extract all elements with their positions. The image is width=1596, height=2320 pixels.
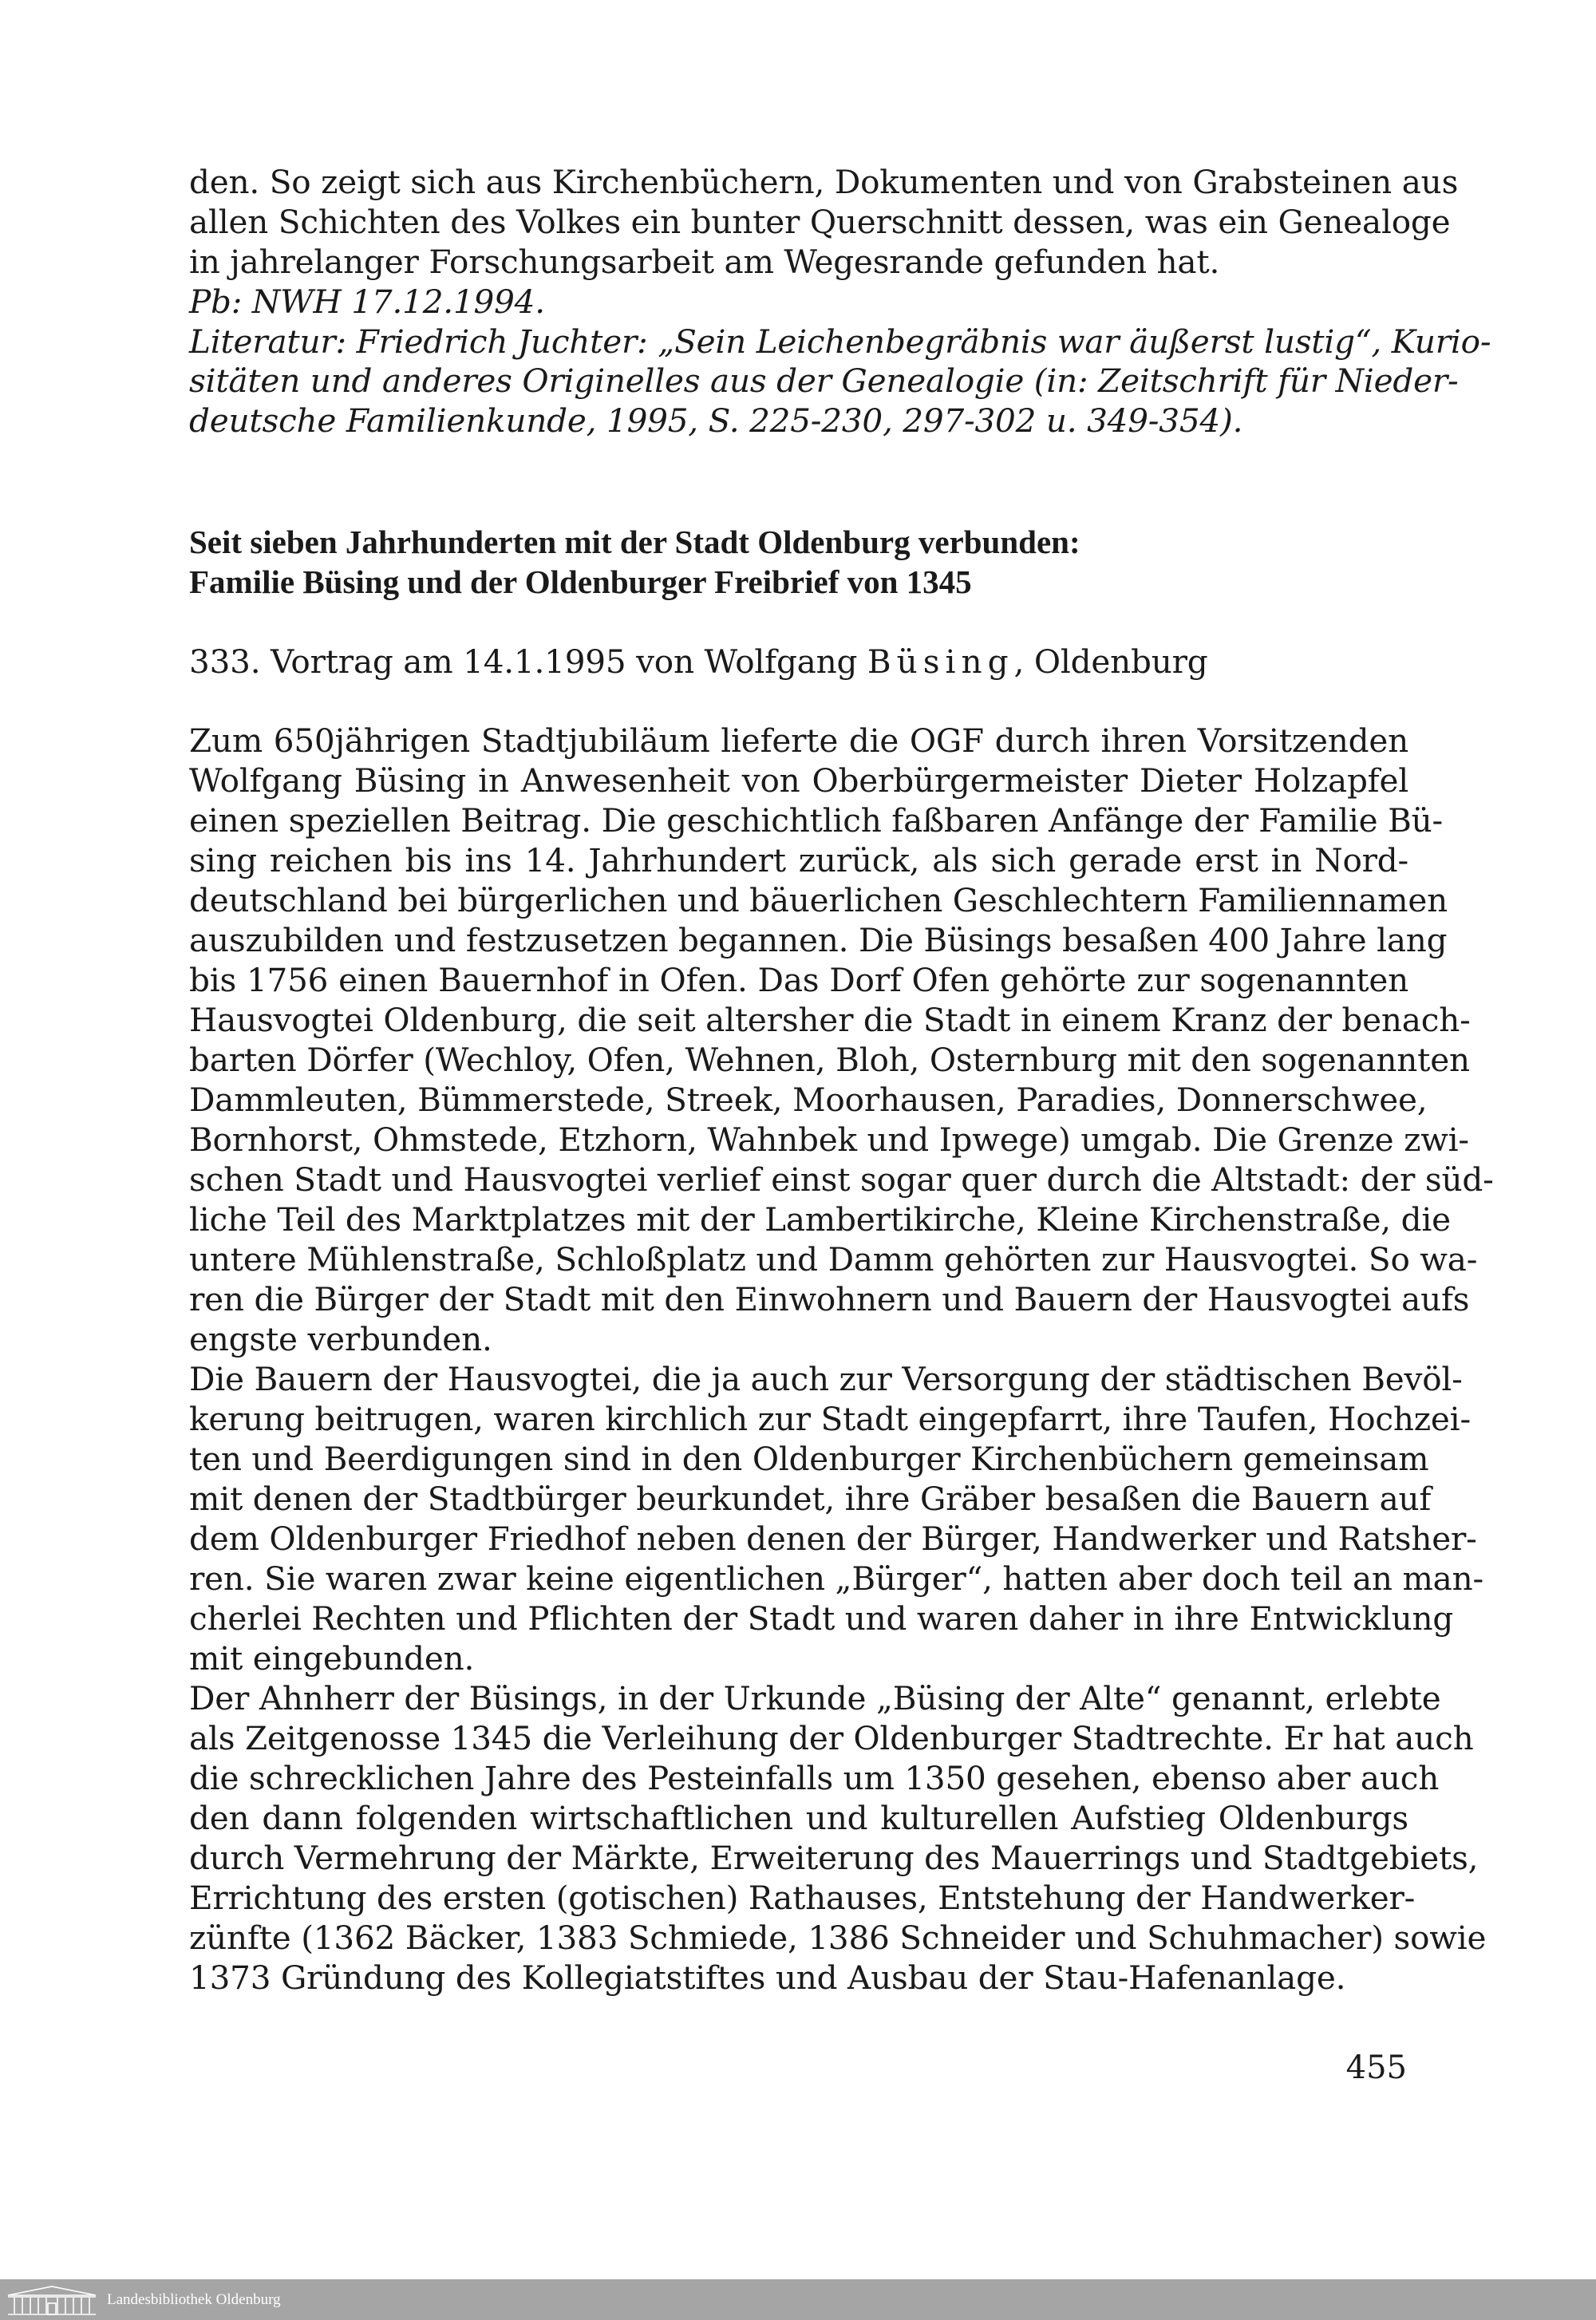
body-text-line: mit denen der Stadtbürger beurkundet, ihre Gräber besaßen die Bauern auf [189,1480,1432,1518]
body-text-line: Wolfgang Büsing in Anwesenheit von Oberbürgermeister Dieter Holzapfel [189,761,1408,800]
lecture-info [189,642,1408,682]
body-text-line: deutschland bei bürgerlichen und bäuerlichen Geschlechtern Familiennamen [189,881,1448,919]
body-text-line: kerung beitrugen, waren kirchlich zur Stadt eingepfarrt, ihre Taufen, Hochzei- [189,1400,1471,1438]
library-name: Landesbibliothek Oldenburg [107,2291,281,2308]
section-heading-line: Seit sieben Jahrhunderten mit der Stadt Oldenburg verbunden: [189,524,1080,560]
text-line: allen Schichten des Volkes ein bunter Querschnitt dessen, was ein Genealoge [189,203,1451,241]
body-text-line: mit eingebunden. [189,1639,475,1678]
text-line: in jahrelanger Forschungsarbeit am Wegesrande gefunden hat. [189,243,1220,281]
literature-line: Literatur: Friedrich Juchter: „Sein Leichenbegräbnis war äußerst lustig“, Kurio- [189,322,1491,361]
body-text-line: 1373 Gründung des Kollegiatstiftes und Ausbau der Stau-Hafenanlage. [189,1958,1346,1997]
body-text-line: Der Ahnherr der Büsings, in der Urkunde „Büsing der Alte“ genannt, erlebte [189,1679,1441,1717]
body-text-line: Errichtung des ersten (gotischen) Rathauses, Entstehung der Handwerker- [189,1879,1416,1917]
body-text-line: Hausvogtei Oldenburg, die seit altersher die Stadt in einem Kranz der benach- [189,1001,1471,1039]
body-text-line: ten und Beerdigungen sind in den Oldenburger Kirchenbüchern gemeinsam [189,1440,1429,1478]
body-text-line: als Zeitgenosse 1345 die Verleihung der Oldenburger Stadtrechte. Er hat auch [189,1719,1474,1757]
body-text-line: ren. Sie waren zwar keine eigentlichen „Bürger“, hatten aber doch teil an man- [189,1559,1484,1598]
lecture-suffix: , Oldenburg [1013,642,1208,681]
section-heading-line: Familie Büsing und der Oldenburger Freibrief von 1345 [189,563,972,600]
body-text-line: den dann folgenden wirtschaftlichen und kulturellen Aufstieg Oldenburgs [189,1799,1408,1837]
text-line: den. So zeigt sich aus Kirchenbüchern, Dokumenten und von Grabsteinen aus [189,163,1459,201]
body-text-line: Dammleuten, Bümmerstede, Streek, Moorhausen, Paradies, Donnerschwee, [189,1081,1428,1119]
body-text-line: Die Bauern der Hausvogtei, die ja auch zur Versorgung der städtischen Bevöl- [189,1360,1463,1398]
body-text-line: durch Vermehrung der Märkte, Erweiterung des Mauerrings und Stadtgebiets, [189,1839,1479,1877]
body-text-line: liche Teil des Marktplatzes mit der Lambertikirche, Kleine Kirchenstraße, die [189,1200,1451,1239]
body-text-line: einen speziellen Beitrag. Die geschichtlich faßbaren Anfänge der Familie Bü- [189,801,1444,840]
body-text-line: die schrecklichen Jahre des Pesteinfalls um 1350 gesehen, ebenso aber auch [189,1759,1440,1797]
body-text-line: ren die Bürger der Stadt mit den Einwohnern und Bauern der Hausvogtei aufs [189,1280,1470,1318]
body-text-line: cherlei Rechten und Pflichten der Stadt und waren daher in ihre Entwicklung [189,1599,1454,1638]
body-text-line: schen Stadt und Hausvogtei verlief einst sogar quer durch die Altstadt: der süd- [189,1160,1494,1199]
literature-line: sitäten und anderes Originelles aus der Genealogie (in: Zeitschrift für Nieder- [189,362,1459,400]
body-text-line: Zum 650jährigen Stadtjubiläum lieferte die OGF durch ihren Vorsitzenden [189,721,1408,760]
body-text-line: sing reichen bis ins 14. Jahrhundert zurück, als sich gerade erst in Nord- [189,841,1408,879]
body-text-line: engste verbunden. [189,1320,492,1358]
body-text-line: zünfte (1362 Bäcker, 1383 Schmiede, 1386 Schneider und Schuhmacher) sowie [189,1919,1487,1957]
body-text-line: bis 1756 einen Bauernhof in Ofen. Das Dorf Ofen gehörte zur sogenannten [189,961,1408,999]
body-text-line: Bornhorst, Ohmstede, Etzhorn, Wahnbek und Ipwege) umgab. Die Grenze zwi- [189,1120,1469,1159]
lecture-speaker: Büsing [867,642,1014,681]
library-footer-bar [0,2279,1596,2320]
literature-line: deutsche Familienkunde, 1995, S. 225-230, 297-302 u. 349-354). [189,401,1243,440]
page-number: 455 [1345,2049,1407,2086]
lecture-prefix: 333. Vortrag am 14.1.1995 von Wolfgang [189,642,858,681]
library-building-logo-icon [5,2284,99,2316]
body-text-line: barten Dörfer (Wechloy, Ofen, Wehnen, Bloh, Osternburg mit den sogenannten [189,1041,1470,1079]
source-note: Pb: NWH 17.12.1994. [189,283,545,321]
body-text-line: auszubilden und festzusetzen begannen. Die Büsings besaßen 400 Jahre lang [189,921,1448,959]
body-text-line: dem Oldenburger Friedhof neben denen der Bürger, Handwerker und Ratsher- [189,1520,1477,1558]
body-text-line: untere Mühlenstraße, Schloßplatz und Damm gehörten zur Hausvogtei. So wa- [189,1240,1478,1279]
